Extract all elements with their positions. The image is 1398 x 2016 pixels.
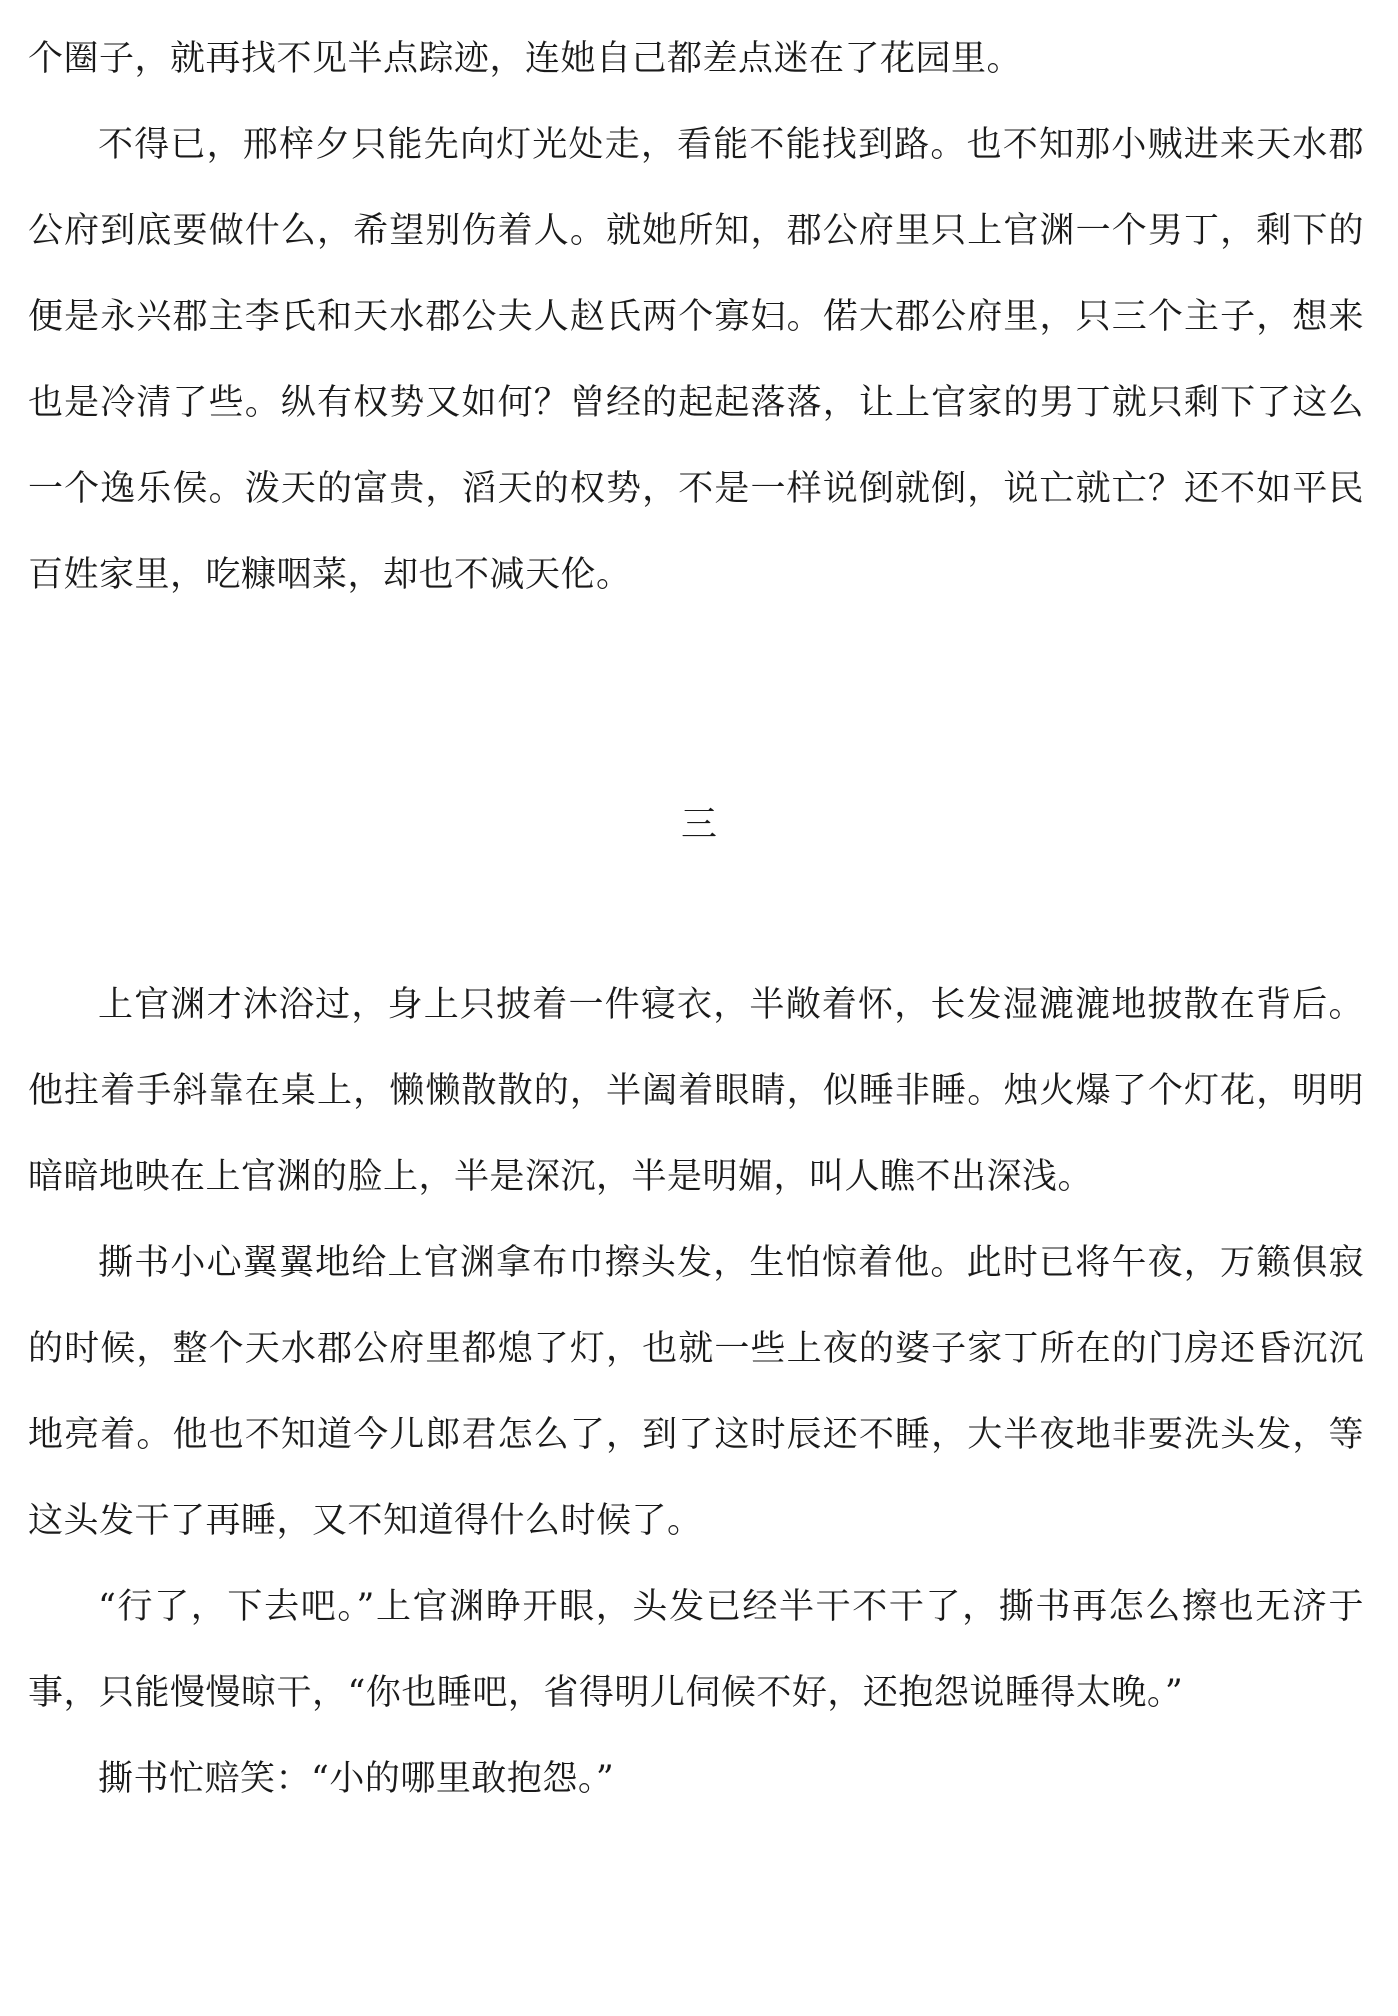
paragraph: 撕书小心翼翼地给上官渊拿布巾擦头发，生怕惊着他。此时已将午夜，万籁俱寂的时候，整个天水郡公府里都熄了灯，也就一些上夜的婆子家丁所在的门房还昏沉沉地亮着。他也不知道今儿郎君怎么了，到了这时辰还不睡，大半夜地非要洗头发，等这头发干了再睡，又不知道得什么时候了。 [28, 1243, 1364, 1541]
paragraph-continuation: 个圈子，就再找不见半点踪迹，连她自己都差点迷在了花园里。 [28, 39, 1023, 79]
text-block-after-chapter [28, 962, 1364, 1822]
text-block-before-chapter [28, 16, 1364, 618]
paragraph: 上官渊才沐浴过，身上只披着一件寝衣，半敞着怀，长发湿漉漉地披散在背后。他拄着手斜靠在桌上，懒懒散散的，半阖着眼睛，似睡非睡。烛火爆了个灯花，明明暗暗地映在上官渊的脸上，半是深沉，半是明媚，叫人瞧不出深浅。 [28, 985, 1364, 1197]
paragraph: 撕书忙赔笑：“小的哪里敢抱怨。” [98, 1759, 615, 1799]
paragraph: 不得已，邢梓夕只能先向灯光处走，看能不能找到路。也不知那小贼进来天水郡公府到底要做什么，希望别伤着人。就她所知，郡公府里只上官渊一个男丁，剩下的便是永兴郡主李氏和天水郡公夫人赵氏两个寡妇。偌大郡公府里，只三个主子，想来也是冷清了些。纵有权势又如何？曾经的起起落落，让上官家的男丁就只剩下了这么一个逸乐侯。泼天的富贵，滔天的权势，不是一样说倒就倒，说亡就亡？还不如平民百姓家里，吃糠咽菜，却也不减天伦。 [28, 125, 1364, 595]
chapter-heading: 三 [680, 804, 717, 845]
paragraph: “行了，下去吧。”上官渊睁开眼，头发已经半干不干了，撕书再怎么擦也无济于事，只能慢慢晾干，“你也睡吧，省得明儿伺候不好，还抱怨说睡得太晚。” [28, 1587, 1364, 1713]
